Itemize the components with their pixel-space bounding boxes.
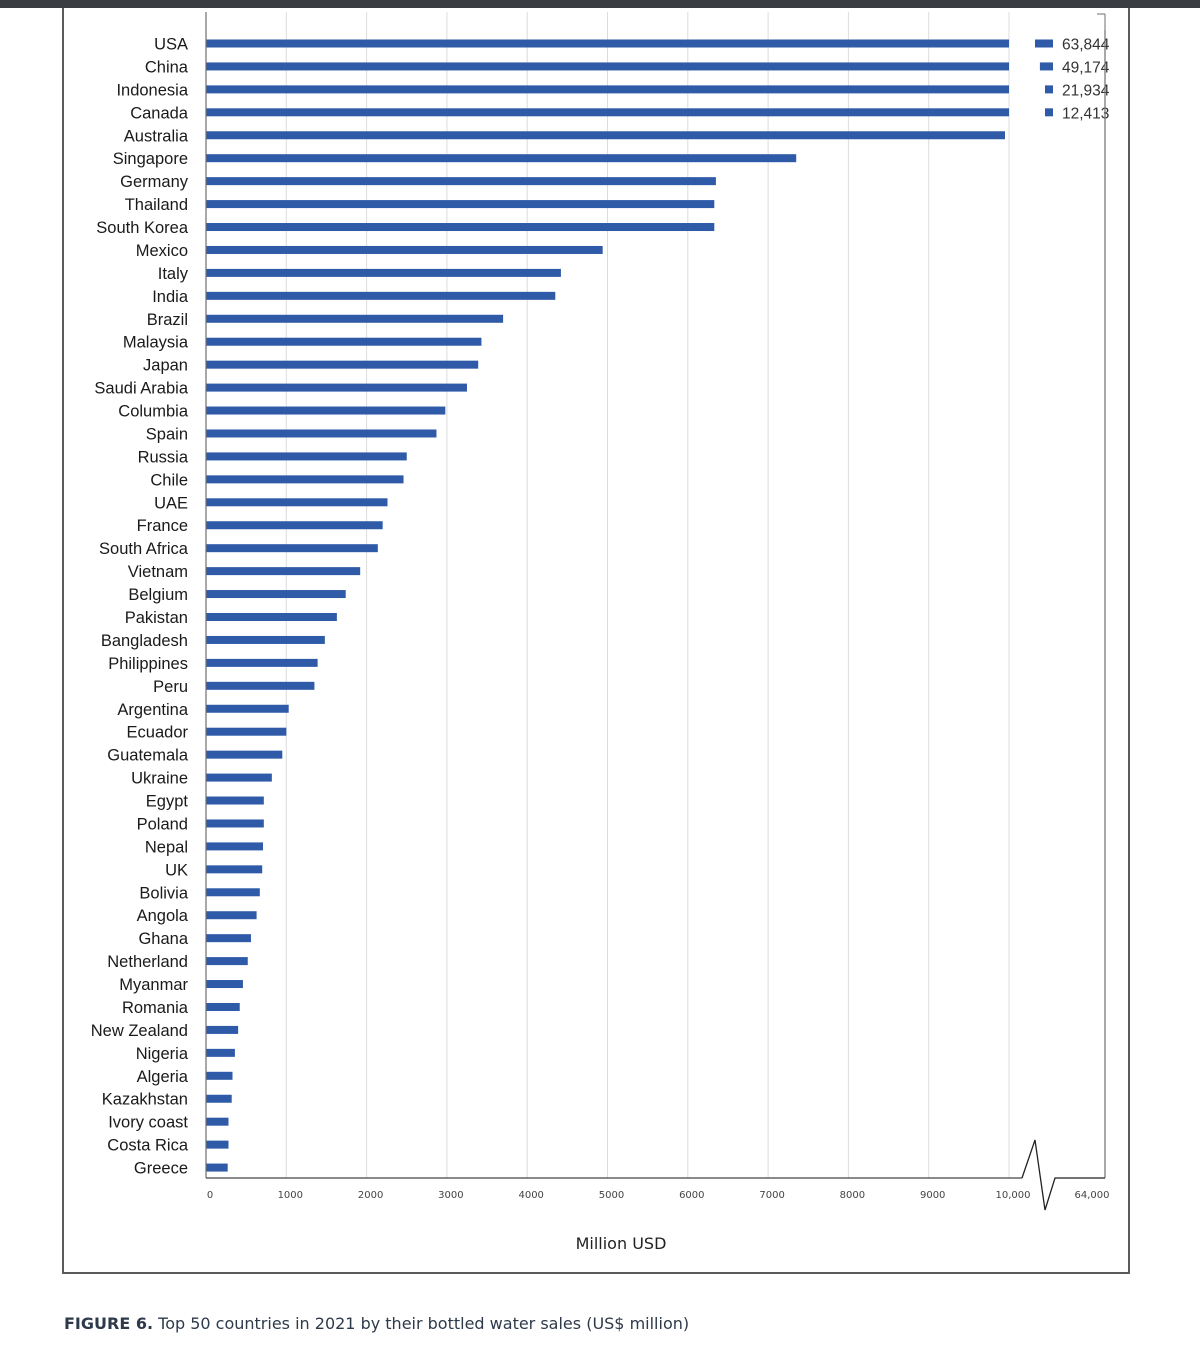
category-label: Philippines	[108, 654, 188, 673]
bar	[206, 544, 378, 552]
bar	[206, 200, 714, 208]
bar	[206, 751, 282, 759]
bar	[206, 911, 257, 919]
bar	[206, 269, 561, 277]
category-label: Algeria	[136, 1067, 188, 1086]
bar	[206, 1141, 228, 1149]
bar	[206, 728, 286, 736]
figure-caption	[64, 1314, 689, 1333]
x-axis-title: Million USD	[575, 1234, 667, 1253]
bar	[206, 338, 481, 346]
category-label: Argentina	[117, 700, 188, 719]
category-label: New Zealand	[90, 1021, 188, 1040]
bar	[206, 934, 251, 942]
category-label: Indonesia	[116, 81, 188, 100]
category-label: Poland	[136, 815, 188, 834]
bar	[206, 957, 248, 965]
category-label: Nepal	[144, 838, 188, 857]
caption-prefix: FIGURE 6.	[64, 1314, 154, 1333]
bar	[206, 1072, 232, 1080]
category-label: Ukraine	[131, 769, 188, 788]
category-label: Thailand	[124, 196, 188, 215]
bar	[206, 980, 243, 988]
bar	[206, 1164, 228, 1172]
category-label: Peru	[153, 677, 188, 696]
x-tick-label: 0	[206, 1190, 214, 1201]
bar-overflow-segment	[1045, 85, 1053, 93]
bar	[206, 819, 264, 827]
category-label: Ecuador	[126, 723, 188, 742]
bar	[206, 705, 289, 713]
category-label: Chile	[150, 471, 188, 490]
bar-layer	[206, 40, 1053, 1172]
category-label: Ivory coast	[108, 1113, 188, 1132]
bar	[206, 246, 603, 254]
category-label: Bolivia	[139, 884, 188, 903]
bar	[206, 797, 264, 805]
bar	[206, 1118, 228, 1126]
category-label: Columbia	[118, 402, 188, 421]
category-label: India	[152, 287, 188, 306]
category-label: Romania	[121, 998, 188, 1017]
bar	[206, 452, 407, 460]
category-label: Saudi Arabia	[94, 379, 188, 398]
overflow-value-label: 63,844	[1062, 36, 1110, 54]
x-tick-label: 5000	[598, 1190, 625, 1201]
x-tick-label: 8000	[839, 1190, 866, 1201]
category-label: UAE	[154, 494, 188, 513]
category-label: Germany	[120, 173, 188, 192]
bar	[206, 85, 1009, 93]
x-tick-label: 64,000	[1074, 1190, 1110, 1201]
category-label: Belgium	[128, 586, 188, 605]
category-label: South Korea	[96, 219, 188, 238]
bar	[206, 498, 387, 506]
category-label: Vietnam	[127, 563, 188, 582]
category-label: UK	[165, 861, 188, 880]
category-label: Netherland	[107, 953, 188, 972]
axis-layer	[206, 12, 1110, 1210]
category-label: USA	[154, 35, 188, 54]
category-label: Costa Rica	[107, 1136, 188, 1155]
category-label: France	[136, 517, 188, 536]
overflow-value-label: 49,174	[1062, 59, 1110, 77]
category-label: Nigeria	[135, 1044, 188, 1063]
grid-layer	[286, 12, 1009, 1178]
bar	[206, 177, 716, 185]
category-label: Japan	[143, 356, 188, 375]
bar	[206, 40, 1009, 48]
bar-overflow-segment	[1035, 40, 1053, 48]
bar	[206, 475, 404, 483]
bar	[206, 429, 436, 437]
category-label: Canada	[130, 104, 188, 123]
category-label: Myanmar	[119, 976, 188, 995]
bar	[206, 521, 383, 529]
category-label: Egypt	[145, 792, 188, 811]
bar-overflow-segment	[1040, 62, 1053, 70]
bar	[206, 590, 346, 598]
bar	[206, 315, 503, 323]
bar	[206, 1095, 232, 1103]
bar	[206, 407, 445, 415]
bar	[206, 636, 325, 644]
category-label: Pakistan	[124, 609, 188, 627]
x-tick-label: 7000	[759, 1190, 785, 1201]
bar	[206, 1026, 238, 1034]
bar	[206, 567, 360, 575]
bar	[206, 361, 478, 369]
bar	[206, 1049, 235, 1057]
category-label: Spain	[145, 425, 188, 444]
bar	[206, 1003, 240, 1011]
bar	[206, 842, 263, 850]
caption-text: Top 50 countries in 2021 by their bottled water sales (US$ million)	[153, 1314, 690, 1333]
category-label: Australia	[123, 127, 188, 146]
overflow-value-label: 12,413	[1062, 105, 1110, 123]
bar	[206, 384, 467, 392]
bar-overflow-segment	[1045, 108, 1053, 116]
x-tick-label: 6000	[679, 1190, 705, 1201]
bar	[206, 774, 272, 782]
x-tick-label: 3000	[438, 1190, 464, 1201]
category-label: Brazil	[146, 310, 188, 329]
category-label: Guatemala	[107, 746, 188, 765]
bar	[206, 659, 318, 667]
category-label: Singapore	[112, 150, 188, 169]
category-label: Angola	[136, 907, 188, 926]
bar	[206, 888, 260, 896]
bar	[206, 62, 1009, 70]
category-label: Kazakhstan	[101, 1090, 188, 1109]
x-tick-label: 10,000	[995, 1190, 1031, 1201]
bar	[206, 154, 796, 162]
category-label: Bangladesh	[100, 631, 188, 650]
x-tick-label: 2000	[357, 1190, 384, 1201]
bar	[206, 292, 555, 300]
bar	[206, 223, 714, 231]
x-tick-label: 9000	[919, 1190, 946, 1201]
overflow-value-label: 21,934	[1062, 82, 1110, 100]
x-tick-label: 4000	[518, 1190, 544, 1201]
bar	[206, 131, 1005, 139]
bar	[206, 865, 262, 873]
bar	[206, 108, 1009, 116]
category-label: Malaysia	[122, 333, 188, 352]
category-label: China	[144, 58, 188, 77]
category-label: Italy	[157, 264, 188, 283]
category-label: Russia	[137, 448, 188, 467]
category-label: Greece	[133, 1159, 188, 1178]
category-label: South Africa	[99, 540, 188, 559]
bar	[206, 613, 337, 621]
category-label: Ghana	[138, 930, 188, 949]
category-label: Mexico	[135, 241, 188, 260]
x-tick-label: 1000	[277, 1190, 304, 1201]
bar	[206, 682, 314, 690]
